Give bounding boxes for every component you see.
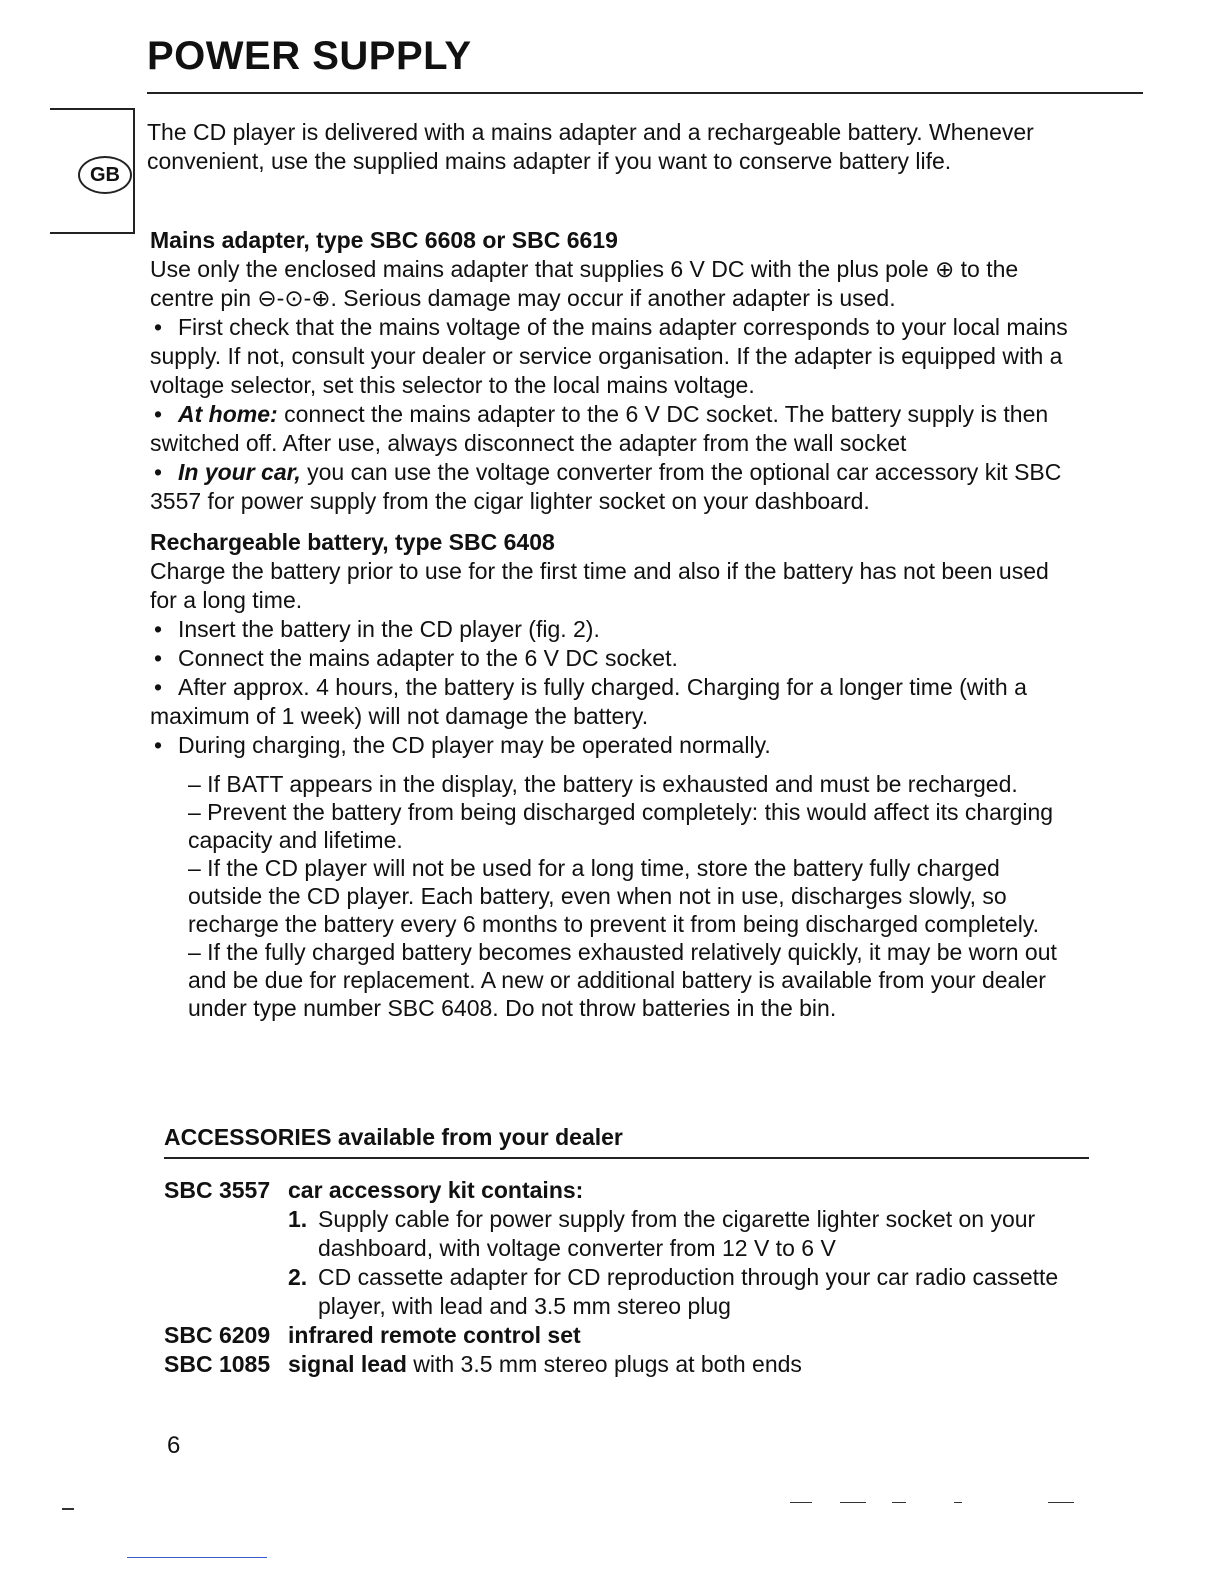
- language-badge: GB: [78, 156, 132, 194]
- mains-check-bullet: [150, 313, 1075, 400]
- scan-mark: [892, 1502, 906, 1503]
- title-rule: [147, 92, 1143, 94]
- scan-mark: [790, 1502, 812, 1503]
- battery-note: – If the fully charged battery becomes exhausted relatively quickly, it may be worn out and be due for replacement. A new or additional battery is available from your dealer under type number SBC 6408. Do not throw batteries in the bin.: [188, 939, 1057, 1021]
- battery-heading: Rechargeable battery, type SBC 6408: [150, 529, 555, 555]
- scan-mark: [840, 1502, 866, 1503]
- battery-section: [150, 528, 1075, 760]
- signal-lead-row: [164, 1350, 1094, 1379]
- mains-adapter-section: [150, 226, 1075, 516]
- scan-mark: [954, 1502, 962, 1503]
- signal-lead-name: signal lead: [288, 1351, 407, 1377]
- page-title: POWER SUPPLY: [147, 34, 472, 78]
- signal-lead-text: with 3.5 mm stereo plugs at both ends: [413, 1351, 802, 1377]
- signal-lead-code: SBC 1085: [164, 1351, 271, 1377]
- car-kit-item: [288, 1205, 1094, 1263]
- battery-text: Charge the battery prior to use for the first time and also if the battery has not been used for a long time.: [150, 558, 1049, 613]
- battery-notes: [188, 770, 1068, 1022]
- language-bracket-side: [133, 108, 135, 234]
- in-car-text: you can use the voltage converter from the optional car accessory kit SBC 3557 for power supply from the cigar lighter socket on your dashboard.: [150, 459, 1062, 514]
- remote-control-code: SBC 6209: [164, 1322, 271, 1348]
- scan-mark: [62, 1508, 74, 1510]
- battery-bullet: • Insert the battery in the CD player (fig. 2).: [150, 615, 1075, 644]
- car-kit-item-text: Supply cable for power supply from the cigarette lighter socket on your dashboard, with voltage converter from 12 V to 6 V: [318, 1206, 1036, 1261]
- mains-check-text: First check that the mains voltage of the mains adapter corresponds to your local mains supply. If not, consult your dealer or service organisation. If the adapter is equipped with a voltage selector, set this selector to the local mains voltage.: [150, 314, 1068, 398]
- car-kit-item: [288, 1263, 1094, 1321]
- mains-adapter-heading: Mains adapter, type SBC 6608 or SBC 6619: [150, 227, 618, 253]
- car-kit-item-text: CD cassette adapter for CD reproduction through your car radio cassette player, with lead and 3.5 mm stereo plug: [318, 1264, 1059, 1319]
- accessories-rule: [164, 1157, 1089, 1159]
- at-home-text: connect the mains adapter to the 6 V DC socket. The battery supply is then switched off. After use, always disconnect the adapter from the wall socket: [150, 401, 1049, 456]
- car-kit-items: [288, 1205, 1094, 1321]
- battery-note: – If the CD player will not be used for a long time, store the battery fully charged outside the CD player. Each battery, even when not in use, discharges slowly, so recharge the battery every 6 months to prevent it from being discharged completely.: [188, 855, 1040, 937]
- in-car-label: In your car,: [178, 459, 301, 485]
- scan-mark: [1048, 1502, 1074, 1503]
- accessories-list: [164, 1176, 1094, 1379]
- battery-bullet: • After approx. 4 hours, the battery is fully charged. Charging for a longer time (with a maximum of 1 week) will not damage the battery.: [150, 673, 1075, 731]
- car-kit-code: SBC 3557: [164, 1177, 271, 1203]
- car-kit-row: [164, 1176, 1094, 1205]
- remote-control-name: infrared remote control set: [288, 1322, 581, 1348]
- battery-bullet: • Connect the mains adapter to the 6 V DC socket.: [150, 644, 1075, 673]
- accessories-heading: ACCESSORIES available from your dealer: [164, 1124, 623, 1150]
- battery-note: – Prevent the battery from being discharged completely: this would affect its charging capacity and lifetime.: [188, 799, 1054, 853]
- car-kit-item-number: 2.: [288, 1264, 308, 1290]
- language-bracket-bottom: [50, 232, 135, 234]
- page-number: 6: [167, 1432, 181, 1459]
- intro-paragraph: The CD player is delivered with a mains adapter and a rechargeable battery. Whenever convenient, use the supplied mains adapter if you want to conserve battery life.: [147, 119, 1034, 174]
- language-bracket-top: [50, 108, 135, 110]
- scan-edge-line: [127, 1557, 267, 1558]
- at-home-bullet: [150, 400, 1075, 458]
- battery-note: – If BATT appears in the display, the battery is exhausted and must be recharged.: [188, 771, 1018, 797]
- mains-adapter-text: Use only the enclosed mains adapter that supplies 6 V DC with the plus pole ⊕ to the centre pin ⊖-⊙-⊕. Serious damage may occur if another adapter is used.: [150, 256, 1019, 311]
- at-home-label: At home:: [178, 401, 278, 427]
- in-car-bullet: [150, 458, 1075, 516]
- battery-bullet: • During charging, the CD player may be operated normally.: [150, 731, 1075, 760]
- remote-control-row: [164, 1321, 1094, 1350]
- car-kit-title: car accessory kit contains:: [288, 1177, 584, 1203]
- car-kit-item-number: 1.: [288, 1206, 308, 1232]
